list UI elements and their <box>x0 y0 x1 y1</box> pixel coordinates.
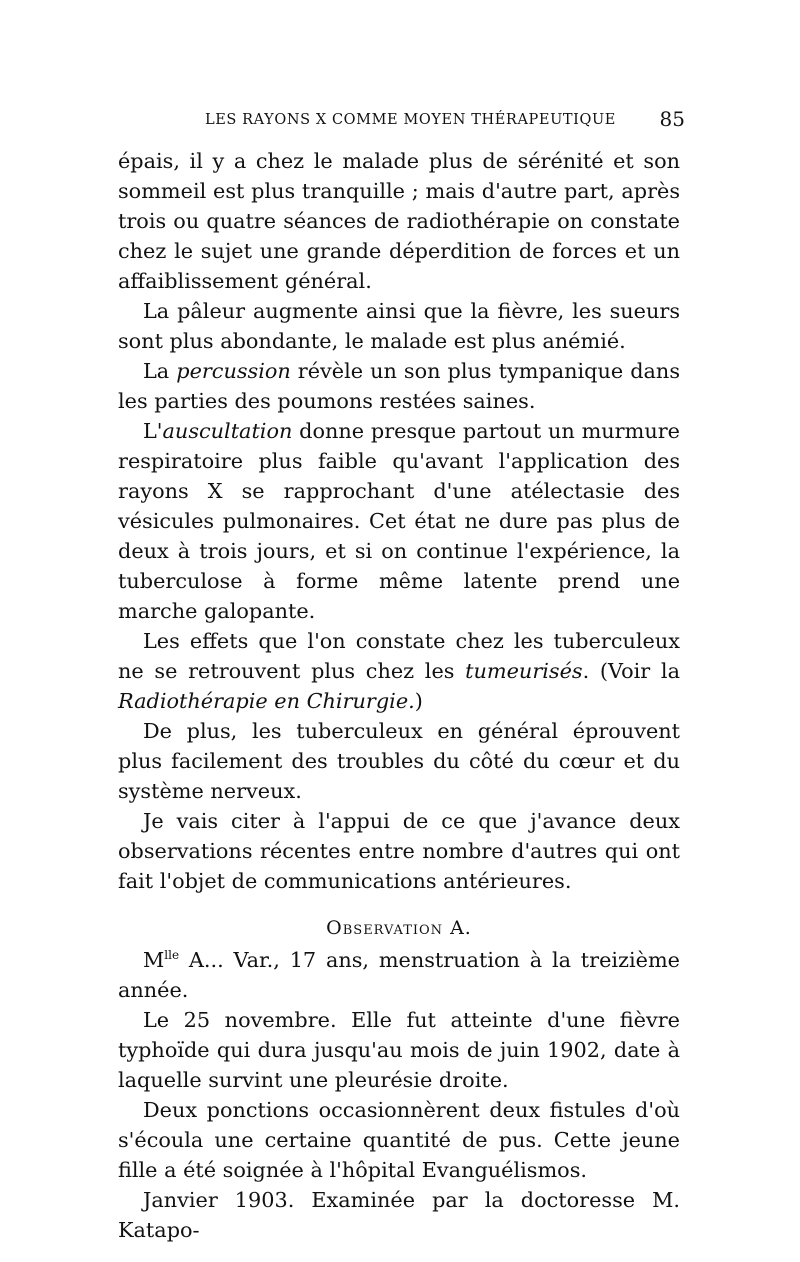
paragraph-3: La percussion révèle un son plus tympanique dans les parties des poumons restées saines. <box>118 359 680 413</box>
paragraph-1: épais, il y a chez le malade plus de sérénité et son sommeil est plus tranquille ; mais d'autre part, après trois ou quatre séances de radiothérapie on constate chez le sujet une grande déperdition de forces et un affaiblissement général. <box>118 149 680 293</box>
running-title: LES RAYONS X COMME MOYEN THÉRAPEUTIQUE <box>205 112 616 128</box>
body-text <box>118 146 680 1245</box>
superscript-lle: lle <box>164 948 180 962</box>
emphasis-tumeurises: tumeurisés <box>465 659 583 683</box>
paragraph-7: Je vais citer à l'appui de ce que j'avance deux observations récentes entre nombre d'autres qui ont fait l'objet de communications antérieures. <box>118 809 680 893</box>
paragraph-10: Deux ponctions occasionnèrent deux fistules d'où s'écoula une certaine quantité de pus. Cette jeune fille a été soignée à l'hôpital Evanguélismos. <box>118 1098 680 1182</box>
section-title: Observation A. <box>326 917 472 939</box>
page-number: 85 <box>659 107 685 131</box>
paragraph-5: Les effets que l'on constate chez les tuberculeux ne se retrouvent plus chez les tumeurisés. (Voir la Radiothérapie en Chirurgie.) <box>118 629 680 713</box>
paragraph-2: La pâleur augmente ainsi que la fièvre, les sueurs sont plus abondante, le malade est plus anémié. <box>118 299 680 353</box>
paragraph-8: $M^{lle}$ A... Var., 17 ans, menstruation à la treizième année. <box>118 948 680 1002</box>
emphasis-book-reference: Radiothérapie en Chirurgie. <box>118 689 415 713</box>
paragraph-6: De plus, les tuberculeux en général éprouvent plus facilement des troubles du côté du cœur et du système nerveux. <box>118 719 680 803</box>
paragraph-4: L'auscultation donne presque partout un murmure respiratoire plus faible qu'avant l'application des rayons X se rapprochant d'une atélectasie des vésicules pulmonaires. Cet état ne dure pas plus de deux à trois jours, et si on continue l'expérience, la tuberculose à forme même latente prend une marche galopante. <box>118 419 680 623</box>
paragraph-11: Janvier 1903. Examinée par la doctoresse M. Katapo- <box>118 1188 680 1242</box>
running-header <box>205 107 685 131</box>
emphasis-auscultation: auscultation <box>162 419 293 443</box>
paragraph-9: Le 25 novembre. Elle fut atteinte d'une fièvre typhoïde qui dura jusqu'au mois de juin 1902, date à laquelle survint une pleurésie droite. <box>118 1008 680 1092</box>
emphasis-percussion: percussion <box>176 359 291 383</box>
